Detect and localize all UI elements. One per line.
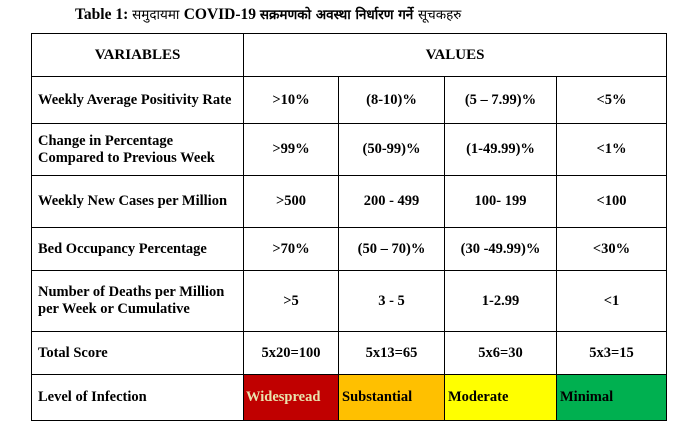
caption-part-1: समुदायमा xyxy=(132,7,184,23)
row-value: (5 – 7.99)% xyxy=(445,77,557,124)
table-row xyxy=(32,77,667,124)
level-substantial: Substantial xyxy=(339,375,445,421)
row-value: (50 – 70)% xyxy=(339,228,445,271)
level-minimal: Minimal xyxy=(557,375,667,421)
level-moderate: Moderate xyxy=(445,375,557,421)
row-value: (50-99)% xyxy=(339,124,445,176)
row-variable: Number of Deaths per Million per Week or Cumulative xyxy=(32,271,244,332)
covid-indicator-table xyxy=(31,33,667,421)
row-value: <100 xyxy=(557,176,667,228)
row-value: 200 - 499 xyxy=(339,176,445,228)
table-row xyxy=(32,176,667,228)
row-value: 1-2.99 xyxy=(445,271,557,332)
row-variable: Total Score xyxy=(32,332,244,375)
level-variable: Level of Infection xyxy=(32,375,244,421)
row-value: >500 xyxy=(244,176,339,228)
row-value: 5x20=100 xyxy=(244,332,339,375)
row-variable: Weekly Average Positivity Rate xyxy=(32,77,244,124)
row-variable: Weekly New Cases per Million xyxy=(32,176,244,228)
header-row xyxy=(32,34,667,77)
row-value: 5x13=65 xyxy=(339,332,445,375)
row-value: 5x6=30 xyxy=(445,332,557,375)
row-value: (30 -49.99)% xyxy=(445,228,557,271)
caption-part-4: सूचकहरु xyxy=(418,7,462,23)
table-row xyxy=(32,332,667,375)
caption-prefix: Table 1: xyxy=(75,6,133,23)
caption-part-3: सक्रमणको अवस्था निर्धारण गर्ने xyxy=(259,7,419,23)
row-value: >99% xyxy=(244,124,339,176)
row-value: 3 - 5 xyxy=(339,271,445,332)
row-value: <30% xyxy=(557,228,667,271)
table-row xyxy=(32,228,667,271)
row-value: <5% xyxy=(557,77,667,124)
row-value: <1% xyxy=(557,124,667,176)
row-value: <1 xyxy=(557,271,667,332)
row-value: 100- 199 xyxy=(445,176,557,228)
row-variable: Change in Percentage Compared to Previous Week xyxy=(32,124,244,176)
level-row xyxy=(32,375,667,421)
table-row xyxy=(32,124,667,176)
row-value: (1-49.99)% xyxy=(445,124,557,176)
caption-part-2: COVID-19 xyxy=(183,6,260,23)
table-row xyxy=(32,271,667,332)
header-variables: VARIABLES xyxy=(32,34,244,77)
row-variable: Bed Occupancy Percentage xyxy=(32,228,244,271)
header-values: VALUES xyxy=(244,34,667,77)
row-value: >70% xyxy=(244,228,339,271)
row-value: (8-10)% xyxy=(339,77,445,124)
row-value: >5 xyxy=(244,271,339,332)
table-caption xyxy=(75,5,461,24)
level-widespread: Widespread xyxy=(244,375,339,421)
row-value: 5x3=15 xyxy=(557,332,667,375)
row-value: >10% xyxy=(244,77,339,124)
